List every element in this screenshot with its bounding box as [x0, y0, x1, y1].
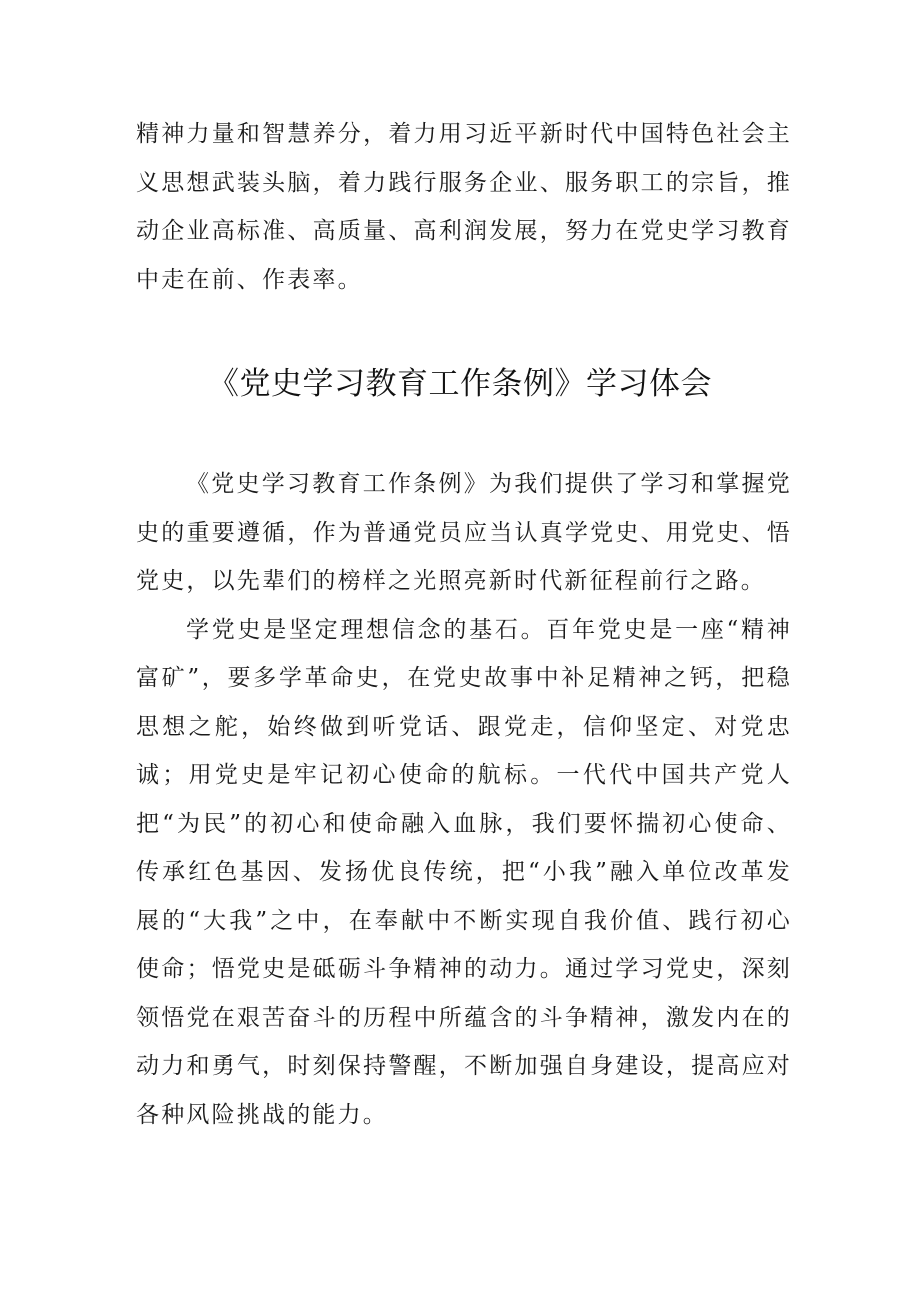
continued-text-block [136, 110, 792, 304]
body-paragraph-1: 《党史学习教育工作条例》为我们提供了学习和掌握党史的重要遵循，作为普通党员应当认真学党史、用党史、悟党史，以先辈们的榜样之光照亮新时代新征程前行之路。 [136, 471, 792, 594]
body-paragraph-2: 学党史是坚定理想信念的基石。百年党史是一座“精神富矿”，要多学革命史，在党史故事中补足精神之钙，把稳思想之舵，始终做到听党话、跟党走，信仰坚定、对党忠诚；用党史是牢记初心使命的航标。一代代中国共产党人把“为民”的初心和使命融入血脉，我们要怀揣初心使命、传承红色基因、发扬优良传统，把“小我”融入单位改革发展的“大我”之中，在奉献中不断实现自我价值、践行初心使命；悟党史是砥砺斗争精神的动力。通过学习党史，深刻领悟党在艰苦奋斗的历程中所蕴含的斗争精神，激发内在的动力和勇气，时刻保持警醒，不断加强自身建设，提高应对各种风险挑战的能力。 [136, 616, 792, 1128]
continued-paragraph: 精神力量和智慧养分，着力用习近平新时代中国特色社会主义思想武装头脑，着力践行服务企业、服务职工的宗旨，推动企业高标准、高质量、高利润发展，努力在党史学习教育中走在前、作表率。 [136, 121, 792, 293]
document-title: 《党史学习教育工作条例》学习体会 [208, 366, 712, 402]
body-text-block [136, 460, 792, 1139]
